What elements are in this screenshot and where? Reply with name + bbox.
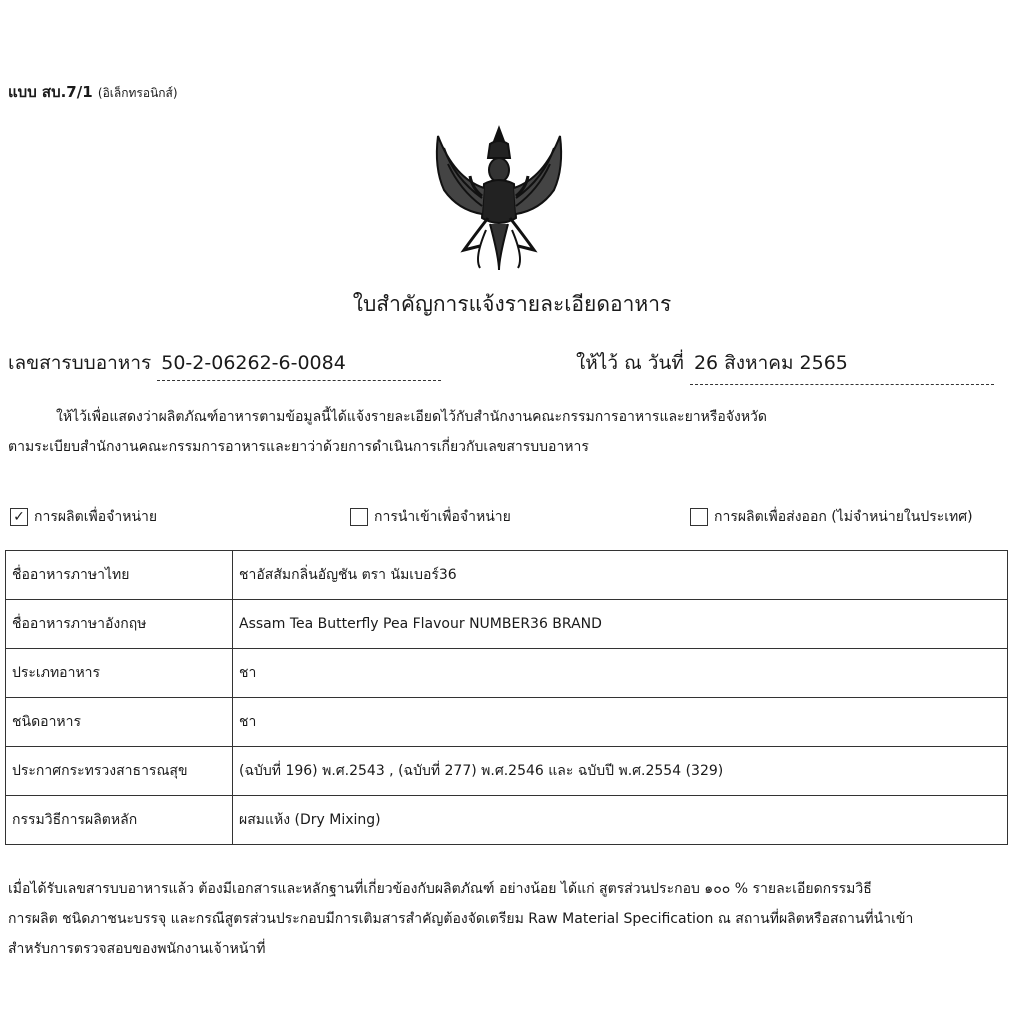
footer-line-3: สำหรับการตรวจสอบของพนักงานเจ้าหน้าที่ [8,941,266,957]
checkbox-production-for-sale[interactable] [10,506,157,528]
checkbox-production-for-export[interactable] [690,506,973,528]
footer-line-1: เมื่อได้รับเลขสารบบอาหารแล้ว ต้องมีเอกสารและหลักฐานที่เกี่ยวข้องกับผลิตภัณฑ์ อย่างน้อย ได้แก่ สูตรส่วนประกอบ ๑๐๐ % รายละเอียดกรรมวิธี [8,881,872,897]
footer-line-2: การผลิต ชนิดภาชนะบรรจุ และกรณีสูตรส่วนประกอบมีการเติมสารสำคัญต้องจัดเตรียม Raw Material Specification ณ สถานที่ผลิตหรือสถานที่นำเข้า [8,911,914,927]
registration-number-value: 50-2-06262-6-0084 [157,352,441,381]
row-label: ชื่ออาหารภาษาไทย [6,551,233,600]
issue-date-value: 26 สิงหาคม 2565 [690,348,994,385]
intro-line-2: ตามระเบียบสำนักงานคณะกรรมการอาหารและยาว่าด้วยการดำเนินการเกี่ยวกับเลขสารบบอาหาร [8,439,589,455]
row-label: ชนิดอาหาร [6,698,233,747]
table-row [6,600,1008,649]
checkbox-checked-icon: ✓ [10,508,28,526]
row-value: ชา [233,649,1008,698]
checkbox-empty-icon [350,508,368,526]
table-row [6,649,1008,698]
garuda-emblem-icon [424,118,574,278]
table-row [6,698,1008,747]
row-label: ประเภทอาหาร [6,649,233,698]
food-info-table [5,550,1008,845]
form-code [8,80,178,104]
row-label: กรรมวิธีการผลิตหลัก [6,796,233,845]
form-code-main: แบบ สบ.7/1 [8,83,93,101]
issue-date-label: ให้ไว้ ณ วันที่ [576,352,684,374]
table-row [6,747,1008,796]
checkbox-import-for-sale[interactable] [350,506,511,528]
footer-note [8,874,1013,964]
checkbox-label: การผลิตเพื่อจำหน่าย [34,509,158,525]
row-value: ชา [233,698,1008,747]
intro-paragraph [8,402,1008,462]
intro-line-1: ให้ไว้เพื่อแสดงว่าผลิตภัณฑ์อาหารตามข้อมูลนี้ได้แจ้งรายละเอียดไว้กับสำนักงานคณะกรรมการอาหารและยาหรือจังหวัด [56,409,768,425]
row-value: (ฉบับที่ 196) พ.ศ.2543 , (ฉบับที่ 277) พ.ศ.2546 และ ฉบับปี พ.ศ.2554 (329) [233,747,1008,796]
registration-number-label: เลขสารบบอาหาร [8,352,152,374]
registration-number-row [8,348,441,381]
issue-date-row [576,348,994,385]
row-value: ชาอัสสัมกลิ่นอัญชัน ตรา นัมเบอร์36 [233,551,1008,600]
form-code-sub: (อิเล็กทรอนิกส์) [97,86,178,100]
row-label: ชื่ออาหารภาษาอังกฤษ [6,600,233,649]
checkbox-label: การผลิตเพื่อส่งออก (ไม่จำหน่ายในประเทศ) [714,509,973,525]
checkbox-empty-icon [690,508,708,526]
document-title: ใบสำคัญการแจ้งรายละเอียดอาหาร [352,292,672,316]
row-label: ประกาศกระทรวงสาธารณสุข [6,747,233,796]
row-value: ผสมแห้ง (Dry Mixing) [233,796,1008,845]
row-value: Assam Tea Butterfly Pea Flavour NUMBER36 BRAND [233,600,1008,649]
checkbox-label: การนำเข้าเพื่อจำหน่าย [374,509,511,525]
table-row [6,551,1008,600]
table-row [6,796,1008,845]
